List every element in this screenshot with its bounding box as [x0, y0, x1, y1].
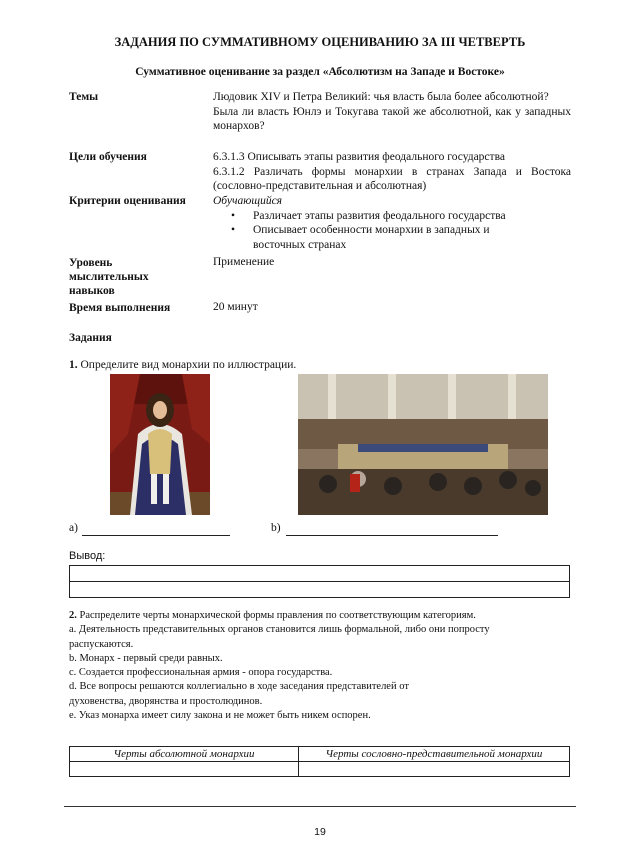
task2-item-e: e. Указ монарха имеет силу закона и не может быть никем оспорен. — [69, 710, 371, 722]
task2-number: 2. — [69, 610, 77, 621]
task2-text: Распределите черты монархической формы правления по соответствующим категориям. — [79, 610, 476, 621]
criteria-value — [213, 194, 571, 252]
col-estate-cell[interactable] — [299, 762, 570, 777]
answer-a-line[interactable] — [82, 535, 230, 536]
time-value: 20 минут — [213, 301, 258, 313]
answer-b-label: b) — [271, 522, 281, 534]
criteria-list — [213, 209, 571, 253]
topic-2: Была ли власть Юнлэ и Токугава такой же абсолютной, как у западных монархов? — [213, 105, 571, 132]
task1-prompt — [69, 359, 296, 371]
level-value: Применение — [213, 256, 275, 268]
topics-label: Темы — [69, 91, 99, 103]
task1-text: Определите вид монархии по иллюстрации. — [80, 359, 297, 371]
conclusion-line-1[interactable] — [70, 566, 570, 582]
time-label: Время выполнения — [69, 302, 171, 314]
level-label-line-1: Уровень — [69, 257, 113, 269]
conclusion-box — [69, 565, 570, 598]
louis-xiv-portrait-image — [110, 374, 210, 515]
task2-item-a: a. Деятельность представительных органов становится лишь формальной, либо они попросту распускаются. — [69, 624, 490, 650]
page-subtitle: Суммативное оценивание за раздел «Абсолютизм на Западе и Востоке» — [135, 66, 505, 78]
conclusion-label: Вывод: — [69, 550, 106, 562]
task1-number: 1. — [69, 359, 78, 371]
goal-2: 6.3.1.2 Различать формы монархии в странах Запада и Востока (сословно-представительная и абсолютная) — [213, 165, 571, 192]
criteria-intro: Обучающийся — [213, 195, 283, 207]
answer-b-line[interactable] — [286, 535, 498, 536]
conclusion-line-2[interactable] — [70, 582, 570, 598]
task2-block — [69, 609, 574, 723]
tasks-heading: Задания — [69, 332, 112, 344]
task2-item-d: d. Все вопросы решаются коллегиально в ходе заседания представителей от духовенства, дворянства и простолюдинов. — [69, 681, 409, 707]
level-label — [69, 256, 149, 298]
page-number: 19 — [314, 826, 326, 838]
level-label-line-2: мыслительных — [69, 271, 149, 283]
page-title: ЗАДАНИЯ ПО СУММАТИВНОМУ ОЦЕНИВАНИЮ ЗА III ЧЕТВЕРТЬ — [114, 35, 526, 49]
col-estate-header: Черты сословно-представительной монархии — [299, 747, 570, 762]
answer-a-label: а) — [69, 522, 78, 534]
col-absolute-header: Черты абсолютной монархии — [70, 747, 299, 762]
criterion-2: • Описывает особенности монархии в западных и восточных странах — [253, 223, 571, 252]
task2-prompt — [69, 609, 574, 623]
col-absolute-cell[interactable] — [70, 762, 299, 777]
topics-value — [213, 90, 571, 134]
criteria-label: Критерии оценивания — [69, 195, 186, 207]
level-label-line-3: навыков — [69, 285, 115, 297]
estates-general-painting-image — [298, 374, 548, 515]
features-table — [69, 746, 570, 777]
topic-1: Людовик XIV и Петра Великий: чья власть была более абсолютной? — [213, 91, 549, 103]
footer-rule — [64, 806, 576, 807]
goals-label: Цели обучения — [69, 151, 147, 163]
criterion-1: • Различает этапы развития феодального государства — [253, 209, 571, 224]
task2-item-b: b. Монарх - первый среди равных. — [69, 652, 223, 664]
task2-item-c: c. Создается профессиональная армия - опора государства. — [69, 667, 333, 679]
goals-value — [213, 150, 571, 194]
goal-1: 6.3.1.3 Описывать этапы развития феодального государства — [213, 151, 505, 163]
